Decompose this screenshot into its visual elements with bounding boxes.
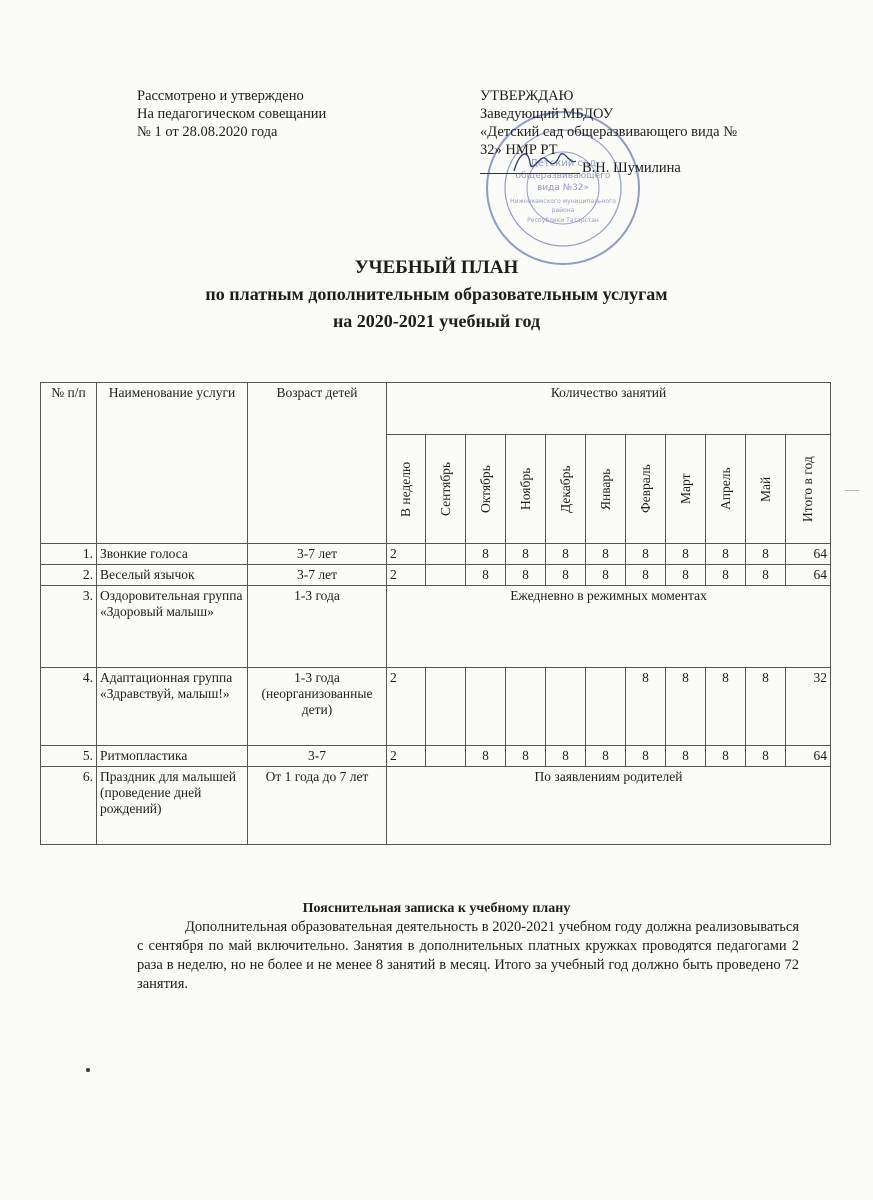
approval-right-block: [480, 87, 800, 177]
note-title: Пояснительная записка к учебному плану: [302, 901, 571, 916]
row-name: Веселый язычок: [97, 565, 248, 586]
stamp-line6: Республики Татарстан: [527, 217, 599, 224]
table-row: [41, 746, 831, 767]
row-cell: 8: [746, 565, 786, 586]
row-cell: 8: [746, 668, 786, 746]
header-month: Май: [746, 435, 786, 544]
header-count: Количество занятий: [387, 383, 831, 435]
scan-edge-mark: [845, 490, 859, 491]
row-cell: 8: [626, 746, 666, 767]
row-cell: 8: [506, 746, 546, 767]
row-cell: 8: [666, 565, 706, 586]
row-name: Адаптационная группа «Здравствуй, малыш!»: [97, 668, 248, 746]
row-cell: 8: [586, 544, 626, 565]
row-cell: [586, 668, 626, 746]
row-cell: 2: [387, 746, 426, 767]
header-month: Январь: [586, 435, 626, 544]
row-cell: 2: [387, 544, 426, 565]
header-month: Декабрь: [546, 435, 586, 544]
row-name: Ритмопластика: [97, 746, 248, 767]
signature-icon: [510, 145, 580, 179]
approval-left-line3: № 1 от 28.08.2020 года: [137, 124, 278, 140]
row-cell: 8: [466, 565, 506, 586]
table-row: [41, 767, 831, 845]
row-num: 2.: [41, 565, 97, 586]
stamp-line4: Нижнекамского муниципального: [510, 198, 616, 205]
row-cell: 8: [546, 565, 586, 586]
row-num: 1.: [41, 544, 97, 565]
row-name: Звонкие голоса: [97, 544, 248, 565]
stamp-line1: Детский сад: [529, 158, 597, 169]
row-cell: 2: [387, 668, 426, 746]
row-cell: 8: [626, 565, 666, 586]
row-cell: 8: [666, 668, 706, 746]
row-num: 3.: [41, 586, 97, 668]
row-age: От 1 года до 7 лет: [248, 767, 387, 845]
row-age: 3-7 лет: [248, 565, 387, 586]
approval-right-line1: УТВЕРЖДАЮ: [480, 88, 574, 104]
header-age: Возраст детей: [248, 383, 387, 544]
row-num: 4.: [41, 668, 97, 746]
row-cell: [426, 565, 466, 586]
row-span-text: По заявлениям родителей: [387, 767, 831, 845]
stamp-line2: общеразвивающего: [515, 171, 611, 181]
row-cell: 8: [586, 746, 626, 767]
row-cell: 2: [387, 565, 426, 586]
row-cell: 8: [626, 668, 666, 746]
approval-right-line4: 32» НМР РТ: [480, 142, 558, 158]
row-age: 3-7 лет: [248, 544, 387, 565]
stamp-line5: района: [551, 207, 575, 214]
table-row: [41, 586, 831, 668]
row-name: Оздоровительная группа «Здоровый малыш»: [97, 586, 248, 668]
row-total: 32: [786, 668, 831, 746]
scan-speck: [86, 1068, 90, 1072]
header-month: В неделю: [387, 435, 426, 544]
row-num: 6.: [41, 767, 97, 845]
row-cell: [426, 544, 466, 565]
plan-table: [40, 382, 831, 845]
row-cell: 8: [506, 565, 546, 586]
table-row: [41, 668, 831, 746]
row-cell: [546, 668, 586, 746]
row-cell: 8: [626, 544, 666, 565]
row-age: 1-3 года: [248, 586, 387, 668]
approval-left-block: [137, 87, 326, 141]
row-span-text: Ежедневно в режимных моментах: [387, 586, 831, 668]
header-month: Апрель: [706, 435, 746, 544]
row-total: 64: [786, 746, 831, 767]
header-month: Сентябрь: [426, 435, 466, 544]
header-month: Март: [666, 435, 706, 544]
approval-left-line1: Рассмотрено и утверждено: [137, 88, 304, 104]
stamp-line3: вида №32»: [536, 183, 590, 193]
header-month: Ноябрь: [506, 435, 546, 544]
row-cell: [426, 668, 466, 746]
approval-left-line2: На педагогическом совещании: [137, 106, 327, 122]
row-cell: 8: [546, 746, 586, 767]
table-row: [41, 565, 831, 586]
row-cell: [466, 668, 506, 746]
row-cell: 8: [706, 565, 746, 586]
approval-right-line3: «Детский сад общеразвивающего вида №: [480, 124, 738, 140]
row-cell: 8: [506, 544, 546, 565]
row-cell: 8: [666, 544, 706, 565]
note-body: Дополнительная образовательная деятельность в 2020-2021 учебном году должна реализовываться с сентября по май включительно. Занятия в дополнительных платных кружках проводятся педагогами 2 раза в неделю, но не более и не менее 8 занятий в месяц. Итого за учебный год должно быть проведено 72 занятия.: [137, 919, 799, 992]
row-name: Праздник для малышей (проведение дней рождений): [97, 767, 248, 845]
row-cell: 8: [666, 746, 706, 767]
row-cell: 8: [586, 565, 626, 586]
document-title: УЧЕБНЫЙ ПЛАН: [354, 257, 519, 278]
signature-row: [480, 159, 800, 177]
document-subtitle: по платным дополнительным образовательным услугам: [205, 284, 668, 304]
row-cell: 8: [706, 544, 746, 565]
row-cell: 8: [706, 668, 746, 746]
header-name: Наименование услуги: [97, 383, 248, 544]
row-cell: 8: [466, 746, 506, 767]
header-num: № п/п: [41, 383, 97, 544]
approval-right-line2: Заведующий МБДОУ: [480, 106, 613, 122]
row-cell: 8: [466, 544, 506, 565]
row-cell: 8: [546, 544, 586, 565]
row-total: 64: [786, 565, 831, 586]
row-cell: 8: [746, 746, 786, 767]
header-month: Итого в год: [786, 435, 831, 544]
header-month: Октябрь: [466, 435, 506, 544]
row-num: 5.: [41, 746, 97, 767]
header-month: Февраль: [626, 435, 666, 544]
row-cell: 8: [746, 544, 786, 565]
row-age: 1-3 года (неорганизованные дети): [248, 668, 387, 746]
row-cell: 8: [706, 746, 746, 767]
document-year: на 2020-2021 учебный год: [332, 311, 541, 331]
row-cell: [506, 668, 546, 746]
row-age: 3-7: [248, 746, 387, 767]
signer-name: В.Н. Шумилина: [582, 160, 681, 176]
row-cell: [426, 746, 466, 767]
table-row: [41, 544, 831, 565]
row-total: 64: [786, 544, 831, 565]
